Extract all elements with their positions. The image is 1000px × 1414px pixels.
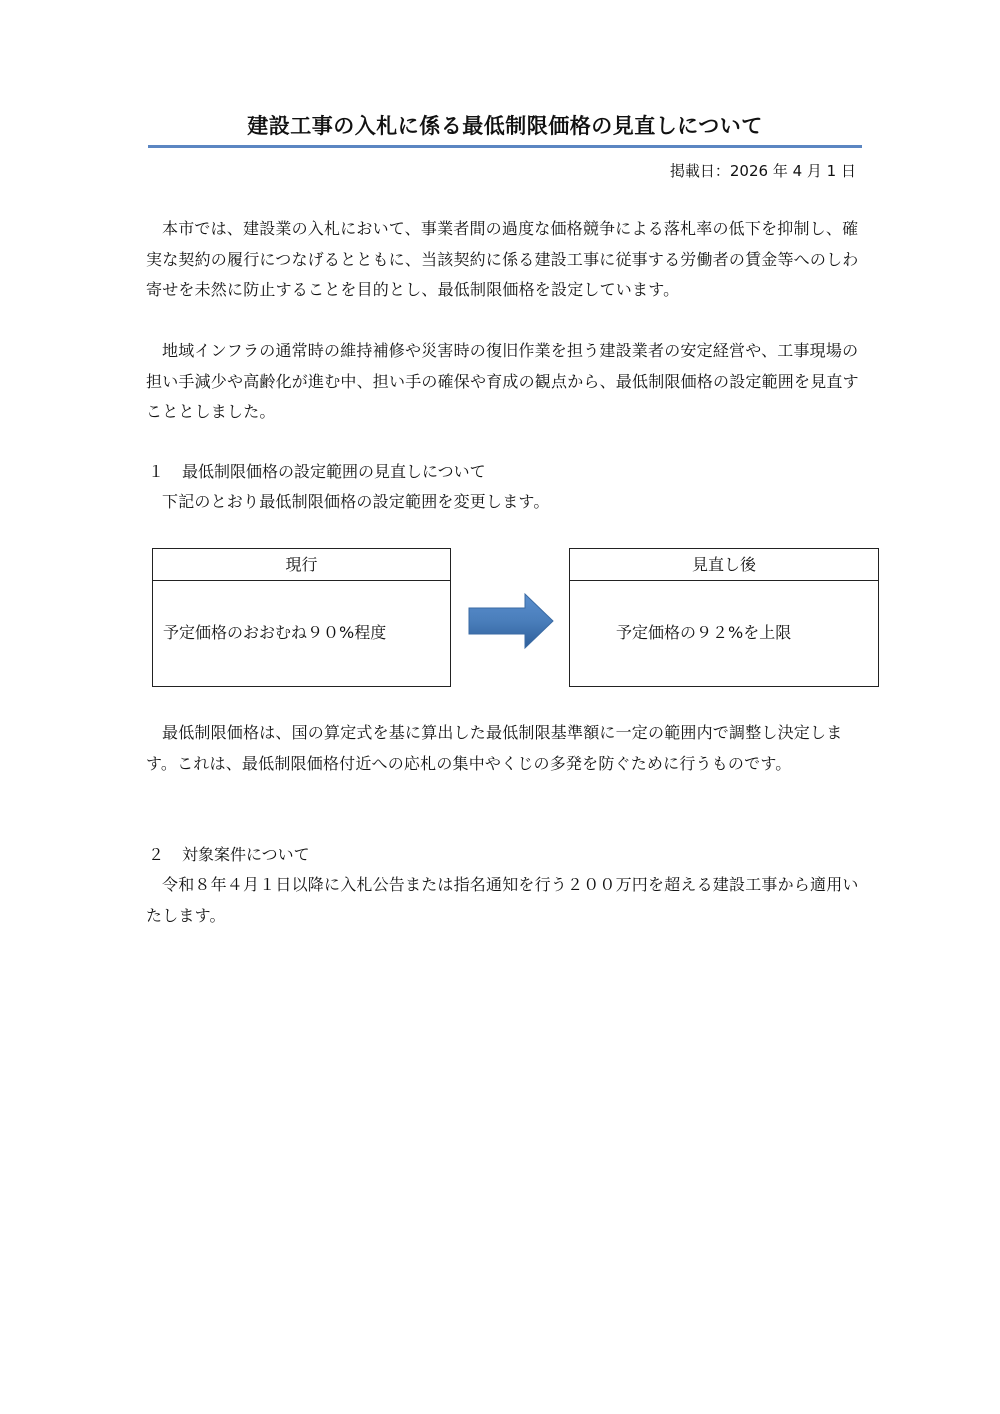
section-2-body: 令和８年４月１日以降に入札公告または指名通知を行う２００万円を超える建設工事から適用いたします。: [146, 875, 859, 925]
page-title: 建設工事の入札に係る最低制限価格の見直しについて: [247, 114, 763, 138]
current-box: [152, 548, 451, 687]
current-label: 現行: [153, 549, 450, 581]
revised-label: 見直し後: [570, 549, 878, 581]
posted-date: 掲載日：2026 年 4 月 1 日: [669, 162, 856, 180]
intro-paragraph-2: 地域インフラの通常時の維持補修や災害時の復旧作業を担う建設業者の安定経営や、工事現場の担い手減少や高齢化が進む中、担い手の確保や育成の観点から、最低制限価格の設定範囲を見直すこととしました。: [146, 341, 859, 421]
section-1-number: １: [148, 462, 165, 481]
section-2-heading: [146, 840, 862, 870]
revised-box: [569, 548, 879, 687]
section-2-title: 対象案件について: [182, 845, 310, 864]
section-1-note: 最低制限価格は、国の算定式を基に算出した最低制限基準額に一定の範囲内で調整し決定します。これは、最低制限価格付近への応札の集中やくじの多発を防ぐために行うものです。: [146, 723, 843, 773]
section-1-lead: 下記のとおり最低制限価格の設定範囲を変更します。: [162, 492, 550, 511]
revised-value: 予定価格の９２%を上限: [616, 623, 792, 642]
section-1-title: 最低制限価格の設定範囲の見直しについて: [182, 462, 486, 481]
title-underline: [148, 145, 862, 148]
intro-paragraph-1: 本市では、建設業の入札において、事業者間の過度な価格競争による落札率の低下を抑制し、確実な契約の履行につなげるとともに、当該契約に係る建設工事に従事する労働者の賃金等へのしわ寄せを未然に防止することを目的とし、最低制限価格を設定しています。: [146, 219, 859, 299]
section-2-number: ２: [148, 845, 165, 864]
current-value: 予定価格のおおむね９０%程度: [163, 623, 387, 642]
right-arrow-icon: [467, 591, 557, 651]
section-1-heading: [146, 457, 862, 487]
